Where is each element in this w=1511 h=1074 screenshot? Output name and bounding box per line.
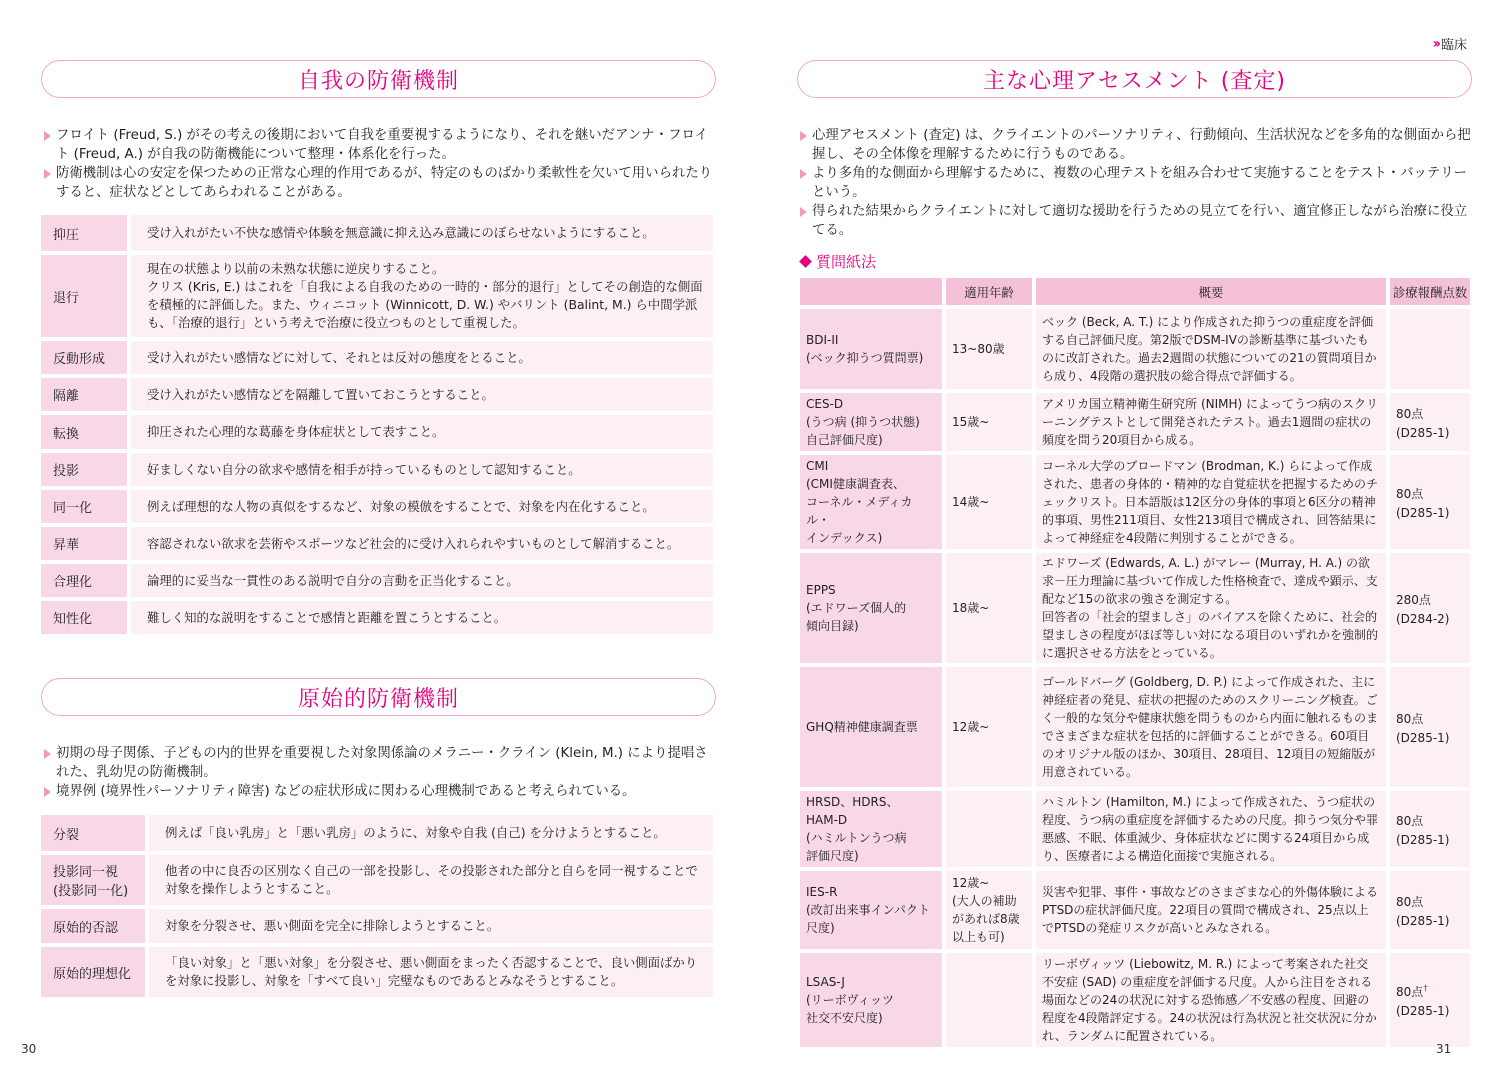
defense-mechanism-table [41, 215, 713, 638]
page-number: 31 [1436, 1042, 1452, 1056]
dagger-mark: † [1423, 984, 1428, 995]
definition-description: 他者の中に良否の区別なく自己の一部を投影し、その投影された部分と自らを同一視することで対象を操作しようとすること。 [149, 855, 713, 905]
triangle-bullet-icon [44, 787, 51, 797]
summary-cell: リーボヴィッツ (Liebowitz, M. R.) によって考案された社交不安症 (SAD) の重症度を評価する尺度。人から注目をされる場面などの24の状況に対する恐怖感／不安感の程度、回避の程度を4段階評定する。24の状況は行為状況と社交状況に分かれ、ランダムに配置されている。 [1036, 953, 1386, 1047]
points-wrap [1396, 890, 1449, 929]
definition-term: 合理化 [41, 564, 127, 597]
bullet-text: 心理アセスメント (査定) は、クライエントのパーソナリティ、行動傾向、生活状況などを多角的な側面から把握し、その全体像を理解するために行うものである。 [812, 128, 1471, 162]
definition-description: 抑圧された心理的な葛藤を身体症状として表すこと。 [131, 415, 713, 449]
definition-description: 受け入れがたい不快な感情や体験を無意識に抑え込み意識にのぼらせないようにすること。 [131, 215, 713, 251]
points-code: (D285-1) [1396, 505, 1450, 520]
points-value: 80点 [1396, 895, 1424, 910]
definition-term: 分裂 [41, 815, 145, 851]
points-wrap [1396, 482, 1449, 521]
test-name-cell: LSAS-J (リーボヴィッツ 社交不安尺度) [800, 953, 942, 1047]
primitive-defense-table [41, 815, 713, 1001]
summary-cell: アメリカ国立精神衛生研究所 (NIMH) によってうつ病のスクリーニングテストとして開発されたテスト。過去1週間の症状の頻度を問う20項目から成る。 [1036, 393, 1386, 451]
header-cell-age: 適用年齢 [946, 278, 1032, 305]
bullet-text: 初期の母子関係、子どもの内的世界を重要視した対象関係論のメラニー・クライン (Klein, M.) により提唱された、乳幼児の防衛機制。 [56, 746, 708, 780]
section-title: 自我の防衛機制 [297, 68, 459, 94]
questionnaire-table [800, 278, 1470, 1051]
summary-cell: 災害や犯罪、事件・事故などのさまざまな心的外傷体験によるPTSDの症状評価尺度。22項目の質問で構成され、25点以上でPTSDの発症リスクが高いとみなされる。 [1036, 871, 1386, 949]
section-title: 主な心理アセスメント (査定) [983, 68, 1286, 94]
bullet-item [800, 164, 1476, 202]
triangle-bullet-icon [44, 169, 51, 179]
points-wrap [1396, 402, 1449, 441]
definition-description: 対象を分裂させ、悪い側面を完全に排除しようとすること。 [149, 909, 713, 943]
test-name-cell: CMI (CMI健康調査表、 コーネル・メディカル・ インデックス) [800, 455, 942, 549]
definition-description: 例えば理想的な人物の真似をするなど、対象の模倣をすることで、対象を内在化すること。 [131, 490, 713, 523]
points-cell [1390, 393, 1470, 451]
points-cell [1390, 871, 1470, 949]
points-code: (D285-1) [1396, 730, 1450, 745]
points-code: (D285-1) [1396, 425, 1450, 440]
bullet-item [44, 126, 720, 164]
definition-term: 知性化 [41, 601, 127, 634]
definition-term: 投影 [41, 453, 127, 486]
bullet-text: 得られた結果からクライエントに対して適切な援助を行うための見立てを行い、適宜修正しながら治療に役立てる。 [812, 204, 1468, 238]
points-code: (D284-2) [1396, 611, 1450, 626]
diamond-icon [799, 255, 812, 268]
definition-description: 受け入れがたい感情などに対して、それとは反対の態度をとること。 [131, 341, 713, 374]
triangle-bullet-icon [44, 131, 51, 141]
age-cell: 15歳~ [946, 393, 1032, 451]
points-wrap [1396, 809, 1449, 848]
table-row [800, 791, 1470, 867]
points-code: (D285-1) [1396, 1003, 1450, 1018]
page-number: 30 [21, 1042, 37, 1056]
test-name-cell: BDI-II (ベック抑うつ質問票) [800, 309, 942, 389]
table-row [800, 393, 1470, 451]
definition-term: 退行 [41, 255, 127, 337]
definition-term: 原始的否認 [41, 909, 145, 943]
definition-row [41, 947, 713, 997]
bullet-text: フロイト (Freud, S.) がその考えの後期において自我を重要視するようになり、それを継いだアンナ・フロイト (Freud, A.) が自我の防衛機能について整理・体系化を行った。 [56, 128, 708, 162]
test-name-cell: HRSD、HDRS、 HAM-D (ハミルトンうつ病 評価尺度) [800, 791, 942, 867]
right-page [756, 0, 1511, 1074]
definition-row [41, 378, 713, 411]
points-cell [1390, 953, 1470, 1047]
definition-description: 現在の状態より以前の未熟な状態に逆戻りすること。 クリス (Kris, E.) はこれを「自我による自我のための一時的・部分的退行」としてその創造的な側面を積極的に評価した。また、ウィニコット (Winnicott, D. W.) やバリント (Balint, M.) ら中間学派も、「治療的退行」という考えで治療に役立つものとして重視した。 [131, 255, 713, 337]
bullet-text: 境界例 (境界性パーソナリティ障害) などの症状形成に関わる心理機制であると考えられている。 [56, 784, 636, 799]
header-cell-points: 診療報酬点数 [1390, 278, 1470, 305]
test-name-cell: CES-D (うつ病 (抑うつ状態) 自己評価尺度) [800, 393, 942, 451]
age-cell [946, 953, 1032, 1047]
bullet-item [800, 126, 1476, 164]
subsection-label: 質問紙法 [816, 253, 877, 271]
header-cell-summary: 概要 [1036, 278, 1386, 305]
definition-row [41, 909, 713, 943]
definition-term: 隔離 [41, 378, 127, 411]
bullet-text: より多角的な側面から理解するために、複数の心理テストを組み合わせて実施することをテスト・バッテリーという。 [812, 166, 1468, 200]
points-cell [1390, 309, 1470, 389]
age-cell: 14歳~ [946, 455, 1032, 549]
points-value: 280点 [1396, 593, 1431, 608]
definition-term: 同一化 [41, 490, 127, 523]
section-title: 原始的防衛機制 [297, 686, 459, 712]
header-cell-name [800, 278, 942, 305]
definition-description: 難しく知的な説明をすることで感情と距離を置こうとすること。 [131, 601, 713, 634]
definition-term: 原始的理想化 [41, 947, 145, 997]
age-cell: 12歳~ (大人の補助 があれば8歳 以上も可) [946, 871, 1032, 949]
chapter-label: 臨床 [1440, 38, 1467, 53]
double-chevron-icon: ›› [1432, 35, 1438, 52]
summary-cell: ベック (Beck, A. T.) により作成された抑うつの重症度を評価する自己評価尺度。第2版でDSM-IVの診断基準に基づいたものに改訂された。過去2週間の状態についての21の質問項目から成り、4段階の選択肢の総合得点で評価する。 [1036, 309, 1386, 389]
definition-term: 反動形成 [41, 341, 127, 374]
definition-description: 例えば「良い乳房」と「悪い乳房」のように、対象や自我 (自己) を分けようとすること。 [149, 815, 713, 851]
definition-row [41, 415, 713, 449]
age-cell: 18歳~ [946, 553, 1032, 663]
points-value: 80点 [1396, 487, 1424, 502]
points-cell [1390, 791, 1470, 867]
test-name-cell: IES-R (改訂出来事インパクト 尺度) [800, 871, 942, 949]
definition-row [41, 527, 713, 560]
definition-row [41, 855, 713, 905]
definition-term: 転換 [41, 415, 127, 449]
summary-cell: エドワーズ (Edwards, A. L.) がマレー (Murray, H. A.) の欲求－圧力理論に基づいて作成した性格検査で、達成や顕示、支配など15の欲求の強さを測定する。 回答者の「社会的望ましさ」のバイアスを除くために、社会的望ましさの程度がほぼ等しい対になる項目のいずれかを強制的に選択させる方法をとっている。 [1036, 553, 1386, 663]
triangle-bullet-icon [800, 131, 807, 141]
points-wrap [1396, 980, 1449, 1019]
definition-term: 昇華 [41, 527, 127, 560]
table-row [800, 309, 1470, 389]
age-cell: 12歳~ [946, 667, 1032, 787]
definition-row [41, 490, 713, 523]
age-cell [946, 791, 1032, 867]
points-cell [1390, 553, 1470, 663]
bullet-text: 防衛機制は心の安定を保つための正常な心理的作用であるが、特定のものばかり柔軟性を欠いて用いられたりすると、症状などとしてあらわれることがある。 [56, 166, 713, 200]
points-cell [1390, 455, 1470, 549]
bullet-item [44, 164, 720, 202]
table-row [800, 455, 1470, 549]
points-value: 80点 [1396, 712, 1424, 727]
age-cell: 13~80歳 [946, 309, 1032, 389]
definition-row [41, 215, 713, 251]
points-code: (D285-1) [1396, 913, 1450, 928]
intro-bullets [44, 744, 720, 801]
subsection-heading [798, 251, 876, 272]
definition-row [41, 601, 713, 634]
definition-row [41, 341, 713, 374]
definition-description: 容認されない欲求を芸術やスポーツなど社会的に受け入れられやすいものとして解消すること。 [131, 527, 713, 560]
bullet-item [800, 202, 1476, 240]
definition-row [41, 255, 713, 337]
definition-description: 論理的に妥当な一貫性のある説明で自分の言動を正当化すること。 [131, 564, 713, 597]
triangle-bullet-icon [800, 207, 807, 217]
points-code: (D285-1) [1396, 832, 1450, 847]
definition-row [41, 564, 713, 597]
bullet-item [44, 782, 720, 801]
points-wrap [1396, 588, 1449, 627]
definition-description: 受け入れがたい感情などを隔離して置いておこうとすること。 [131, 378, 713, 411]
section-title-box [797, 60, 1472, 98]
definition-row [41, 815, 713, 851]
summary-cell: ゴールドバーグ (Goldberg, D. P.) によって作成された、主に神経症者の発見、症状の把握のためのスクリーニング検査。ごく一般的な気分や健康状態を問うものから内面に触れるものまでさまざまな症状を包括的に評価することができる。60項目のオリジナル版のほか、30項目、28項目、12項目の短縮版が用意されている。 [1036, 667, 1386, 787]
definition-row [41, 453, 713, 486]
chapter-tag [1432, 34, 1467, 53]
definition-term: 抑圧 [41, 215, 127, 251]
summary-cell: ハミルトン (Hamilton, M.) によって作成された、うつ症状の程度、うつ病の重症度を評価するための尺度。抑うつ気分や罪悪感、不眠、体重減少、身体症状などに関する24項目から成り、医療者による構造化面接で実施される。 [1036, 791, 1386, 867]
bullet-item [44, 744, 720, 782]
triangle-bullet-icon [44, 749, 51, 759]
points-value: 80点 [1396, 985, 1424, 1000]
summary-cell: コーネル大学のブロードマン (Brodman, K.) らによって作成された、患者の身体的・精神的な自覚症状を把握するためのチェックリスト。日本語版は12区分の身体的事項と6区分の精神的事項、男性211項目、女性213項目で構成され、回答結果によって神経症を4段階に判別することができる。 [1036, 455, 1386, 549]
triangle-bullet-icon [800, 169, 807, 179]
intro-bullets [800, 126, 1476, 240]
definition-description: 好ましくない自分の欲求や感情を相手が持っているものとして認知すること。 [131, 453, 713, 486]
table-row [800, 553, 1470, 663]
points-value: 80点 [1396, 407, 1424, 422]
definition-description: 「良い対象」と「悪い対象」を分裂させ、悪い側面をまったく否認することで、良い側面ばかりを対象に投影し、対象を「すべて良い」完璧なものであるとみなそうとすること。 [149, 947, 713, 997]
table-row [800, 953, 1470, 1047]
points-cell [1390, 667, 1470, 787]
section-title-box [41, 60, 716, 98]
table-row [800, 871, 1470, 949]
table-row [800, 667, 1470, 787]
definition-term: 投影同一視 (投影同一化) [41, 855, 145, 905]
points-value: 80点 [1396, 814, 1424, 829]
table-header-row [800, 278, 1470, 305]
points-wrap [1396, 707, 1449, 746]
section-title-box [41, 678, 716, 716]
left-page [0, 0, 755, 1074]
test-name-cell: GHQ精神健康調査票 [800, 667, 942, 787]
intro-bullets [44, 126, 720, 202]
test-name-cell: EPPS (エドワーズ個人的 傾向目録) [800, 553, 942, 663]
